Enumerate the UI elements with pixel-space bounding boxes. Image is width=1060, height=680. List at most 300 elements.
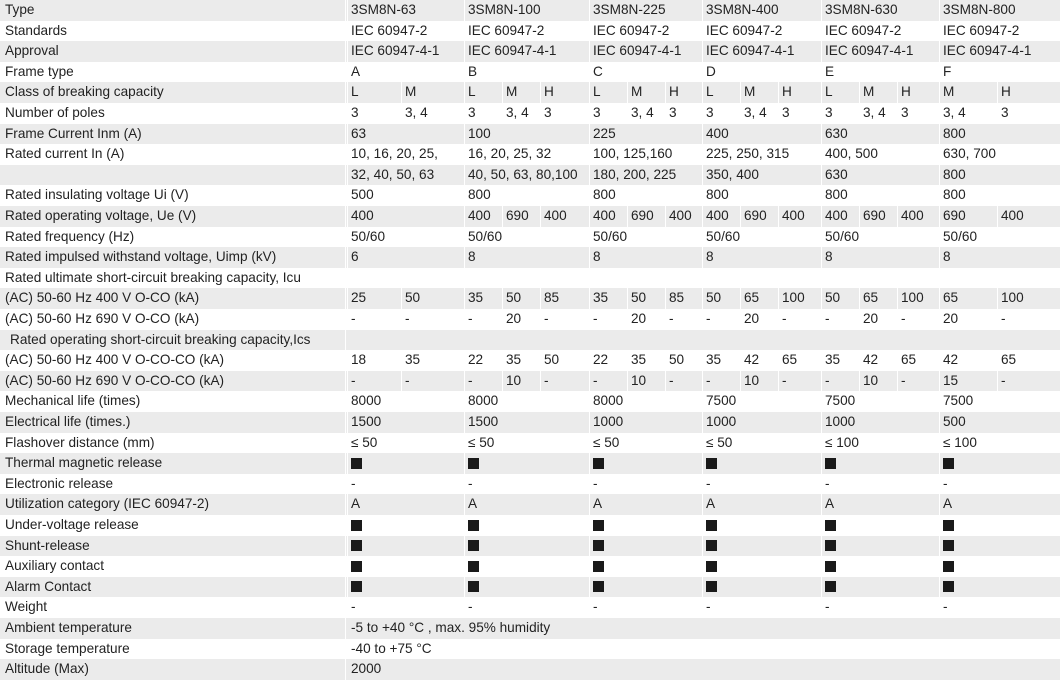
spec-value: 7500 — [943, 393, 974, 409]
column-divider — [345, 494, 346, 515]
type-label: Type — [5, 2, 35, 17]
row-label: Rated frequency (Hz) — [5, 228, 135, 244]
feature-available-icon — [706, 581, 717, 592]
feature-available-icon — [825, 561, 836, 572]
spec-value: 800 — [468, 187, 491, 203]
model-name: 3SM8N-800 — [943, 2, 1016, 17]
column-divider — [347, 536, 348, 557]
column-divider — [821, 515, 822, 536]
spec-value: 8 — [468, 249, 476, 265]
spec-value: - — [901, 311, 906, 326]
column-divider — [347, 62, 348, 83]
column-divider — [821, 577, 822, 598]
spec-value: IEC 60947-4-1 — [351, 43, 440, 59]
column-divider — [347, 82, 348, 103]
spec-value: 3, 4 — [405, 105, 428, 120]
spec-value: 65 — [943, 290, 959, 306]
spec-value: - — [782, 311, 787, 326]
column-divider — [821, 453, 822, 474]
spec-value: 15 — [943, 372, 959, 388]
spec-value: - — [825, 599, 830, 615]
spec-value: 20 — [631, 311, 647, 326]
spec-value: 3 — [901, 105, 909, 120]
column-divider — [347, 41, 348, 62]
column-divider — [347, 144, 348, 165]
spec-value: 800 — [943, 187, 966, 203]
spec-value: 1000 — [825, 414, 856, 429]
spec-value: - — [706, 599, 711, 615]
feature-available-icon — [943, 458, 954, 469]
spec-value: 690 — [744, 208, 767, 223]
spec-value: 225 — [593, 125, 616, 141]
column-divider — [345, 206, 346, 227]
spec-value: ≤ 100 — [825, 434, 859, 450]
column-divider — [345, 41, 346, 62]
feature-available-icon — [825, 458, 836, 469]
column-divider — [345, 639, 346, 660]
spec-value: M — [506, 84, 518, 100]
spec-value: 50 — [631, 290, 647, 306]
spec-value: H — [901, 84, 911, 100]
spec-value: 400 — [351, 208, 374, 223]
column-divider — [589, 556, 590, 577]
spec-value: 3 — [544, 105, 552, 120]
feature-available-icon — [706, 540, 717, 551]
feature-available-icon — [593, 458, 604, 469]
model-name: 3SM8N-225 — [593, 2, 666, 17]
spec-value: 400, 500 — [825, 146, 878, 162]
spec-value: 16, 20, 25, 32 — [468, 146, 552, 162]
column-divider — [347, 453, 348, 474]
spec-value: 50 — [405, 290, 421, 306]
spec-value: 3 — [351, 105, 359, 120]
spec-value: - — [544, 372, 549, 388]
column-divider — [464, 515, 465, 536]
spec-value: B — [468, 63, 478, 79]
feature-available-icon — [468, 458, 479, 469]
spec-value: - — [943, 599, 948, 615]
column-divider — [345, 618, 346, 639]
feature-available-icon — [593, 520, 604, 531]
row-label: Frame type — [5, 63, 74, 79]
column-divider — [347, 515, 348, 536]
feature-available-icon — [943, 561, 954, 572]
spec-value: 180, 200, 225 — [593, 166, 677, 182]
spec-value: 500 — [943, 414, 966, 429]
column-divider — [345, 474, 346, 495]
spec-value: 400 — [782, 208, 805, 223]
feature-available-icon — [825, 581, 836, 592]
spec-value: H — [782, 84, 792, 100]
column-divider — [464, 536, 465, 557]
row-label: Altitude (Max) — [5, 661, 89, 677]
spec-value: - — [468, 311, 473, 326]
spec-value: L — [468, 84, 476, 100]
column-divider — [345, 515, 346, 536]
model-name: 3SM8N-630 — [825, 2, 898, 17]
spec-value: 85 — [544, 290, 560, 306]
row-label — [5, 165, 345, 185]
spec-value: 35 — [468, 290, 484, 306]
spec-value: 50/60 — [706, 228, 741, 244]
spec-value: 3 — [1001, 105, 1009, 120]
spec-value: 50/60 — [825, 228, 860, 244]
spec-value: 3, 4 — [631, 105, 654, 120]
spec-value: E — [825, 63, 835, 79]
spec-value: M — [863, 84, 875, 100]
spec-value: 50 — [669, 352, 685, 368]
column-divider — [589, 536, 590, 557]
spec-value: 630, 700 — [943, 146, 996, 162]
feature-available-icon — [351, 458, 362, 469]
spec-value: 630 — [825, 166, 848, 182]
spec-value: IEC 60947-2 — [593, 22, 670, 38]
column-divider — [821, 536, 822, 557]
spec-value: 3 — [593, 105, 601, 120]
row-label: Alarm Contact — [5, 578, 92, 594]
column-divider — [347, 0, 348, 21]
spec-value: L — [825, 84, 833, 100]
column-divider — [345, 536, 346, 557]
column-divider — [347, 124, 348, 145]
spec-value: M — [405, 84, 417, 100]
spec-value: - — [544, 311, 549, 326]
spec-value: L — [593, 84, 601, 100]
spec-value: 400 — [706, 125, 729, 141]
section-heading: Rated ultimate short-circuit breaking capacity, Icu — [5, 269, 301, 285]
spec-value: 500 — [351, 187, 374, 203]
spec-value: 8000 — [468, 393, 499, 409]
row-label: (AC) 50-60 Hz 690 V O-CO-CO (kA) — [5, 372, 225, 388]
row-label: Utilization category (IEC 60947-2) — [5, 496, 209, 512]
spec-value: 400 — [825, 208, 848, 223]
row-label: Flashover distance (mm) — [5, 434, 155, 450]
spec-value: 690 — [631, 208, 654, 223]
column-divider — [702, 577, 703, 598]
spec-value: 3, 4 — [863, 105, 886, 120]
column-divider — [347, 412, 348, 433]
spec-value: A — [706, 496, 716, 512]
spec-value: 10 — [744, 372, 760, 388]
spec-value: H — [1001, 84, 1011, 100]
column-divider — [464, 453, 465, 474]
feature-available-icon — [593, 581, 604, 592]
column-divider — [345, 62, 346, 83]
column-divider — [345, 659, 346, 680]
spec-value: IEC 60947-4-1 — [825, 43, 914, 59]
column-divider — [345, 144, 346, 165]
spec-value: 800 — [943, 125, 966, 141]
spec-value: M — [744, 84, 756, 100]
feature-available-icon — [351, 540, 362, 551]
spec-value: - — [669, 311, 674, 326]
spec-value: - — [1001, 372, 1006, 388]
spec-value: - — [593, 372, 598, 388]
spec-value: IEC 60947-4-1 — [593, 43, 682, 59]
spec-value: 65 — [782, 352, 798, 368]
spec-value: L — [706, 84, 714, 100]
spec-value: 40, 50, 63, 80,100 — [468, 166, 578, 182]
row-label: Electronic release — [5, 475, 114, 491]
spec-value: 50 — [825, 290, 841, 306]
column-divider — [347, 597, 348, 618]
spec-value: IEC 60947-2 — [468, 22, 545, 38]
column-divider — [345, 185, 346, 206]
spec-value: - — [1001, 311, 1006, 326]
spec-value: 7500 — [825, 393, 856, 409]
spec-value: A — [351, 63, 361, 79]
spec-value: - — [706, 475, 711, 491]
row-label: Class of breaking capacity — [5, 84, 164, 100]
spec-value: 50 — [706, 290, 722, 306]
feature-available-icon — [943, 540, 954, 551]
feature-available-icon — [825, 540, 836, 551]
spec-value: A — [943, 496, 953, 512]
spec-value: M — [943, 84, 955, 100]
feature-available-icon — [468, 540, 479, 551]
column-divider — [345, 82, 346, 103]
spec-value: 50 — [544, 352, 560, 368]
spec-value: IEC 60947-2 — [825, 22, 902, 38]
spec-value: 42 — [863, 352, 879, 368]
spec-value: 10 — [863, 372, 879, 388]
spec-value: 1500 — [351, 414, 382, 429]
spec-value: 100, 125,160 — [593, 146, 673, 162]
column-divider — [345, 412, 346, 433]
span-value: -40 to +75 °C — [351, 640, 432, 656]
column-divider — [464, 577, 465, 598]
spec-value: - — [351, 599, 356, 615]
feature-available-icon — [593, 540, 604, 551]
column-divider — [345, 103, 346, 124]
spec-value: 35 — [631, 352, 647, 368]
spec-value: 6 — [351, 249, 359, 265]
spec-value: 100 — [901, 290, 924, 306]
spec-value: - — [468, 475, 473, 491]
column-divider — [702, 556, 703, 577]
spec-value: 10, 16, 20, 25, — [351, 146, 438, 162]
spec-value: A — [593, 496, 603, 512]
feature-available-icon — [351, 520, 362, 531]
spec-value: 35 — [706, 352, 722, 368]
spec-value: ≤ 50 — [706, 434, 733, 450]
column-divider — [345, 165, 346, 186]
spec-value: C — [593, 63, 603, 79]
spec-value: 1000 — [593, 414, 624, 429]
column-divider — [347, 206, 348, 227]
column-divider — [347, 21, 348, 42]
column-divider — [347, 185, 348, 206]
feature-available-icon — [468, 581, 479, 592]
column-divider — [702, 515, 703, 536]
row-label: Rated insulating voltage Ui (V) — [5, 187, 189, 203]
spec-value: 400 — [544, 208, 567, 223]
column-divider — [345, 21, 346, 42]
column-divider — [345, 577, 346, 598]
column-divider — [347, 288, 348, 309]
spec-value: IEC 60947-2 — [706, 22, 783, 38]
spec-value: - — [593, 599, 598, 615]
column-divider — [939, 453, 940, 474]
spec-value: 8 — [706, 249, 714, 265]
spec-value: 400 — [593, 208, 616, 223]
column-divider — [347, 556, 348, 577]
spec-value: IEC 60947-4-1 — [943, 43, 1032, 59]
spec-value: 8 — [943, 249, 951, 265]
row-label: Rated operating voltage, Ue (V) — [5, 208, 197, 223]
spec-value: A — [825, 496, 835, 512]
spec-value: M — [631, 84, 643, 100]
spec-value: - — [593, 475, 598, 491]
column-divider — [939, 515, 940, 536]
spec-value: 20 — [744, 311, 760, 326]
spec-value: 800 — [943, 166, 966, 182]
feature-available-icon — [468, 520, 479, 531]
spec-value: F — [943, 63, 952, 79]
spec-value: 65 — [1001, 352, 1017, 368]
spec-value: H — [544, 84, 554, 100]
spec-value: - — [669, 372, 674, 388]
column-divider — [347, 247, 348, 268]
spec-value: 35 — [593, 290, 609, 306]
row-label: Electrical life (times.) — [5, 414, 131, 429]
spec-value: 63 — [351, 125, 367, 141]
spec-value: L — [351, 84, 359, 100]
feature-available-icon — [706, 561, 717, 572]
spec-value: 3, 4 — [943, 105, 966, 120]
spec-value: 400 — [468, 208, 491, 223]
spec-value: - — [825, 311, 830, 326]
spec-value: 50/60 — [593, 228, 628, 244]
span-value: 2000 — [351, 661, 382, 677]
spec-value: 8000 — [351, 393, 382, 409]
column-divider — [345, 371, 346, 392]
spec-value: - — [706, 372, 711, 388]
spec-value: 7500 — [706, 393, 737, 409]
model-name: 3SM8N-400 — [706, 2, 779, 17]
spec-value: 800 — [593, 187, 616, 203]
spec-value: 1500 — [468, 414, 499, 429]
row-label: Ambient temperature — [5, 620, 132, 635]
feature-available-icon — [468, 561, 479, 572]
spec-value: 22 — [468, 352, 484, 368]
feature-available-icon — [706, 458, 717, 469]
spec-value: 630 — [825, 125, 848, 141]
spec-value: 100 — [782, 290, 805, 306]
spec-value: 65 — [901, 352, 917, 368]
spec-value: ≤ 50 — [351, 434, 378, 450]
spec-value: 35 — [825, 352, 841, 368]
spec-value: 100 — [1001, 290, 1024, 306]
column-divider — [702, 453, 703, 474]
column-divider — [345, 309, 346, 330]
spec-value: 65 — [863, 290, 879, 306]
column-divider — [347, 474, 348, 495]
spec-value: 690 — [943, 208, 966, 223]
column-divider — [347, 227, 348, 248]
spec-value: 3 — [669, 105, 677, 120]
spec-value: 50/60 — [943, 228, 978, 244]
column-divider — [345, 288, 346, 309]
column-divider — [347, 103, 348, 124]
column-divider — [345, 350, 346, 371]
spec-value: - — [468, 372, 473, 388]
spec-value: 3 — [706, 105, 714, 120]
row-label: Approval — [5, 43, 59, 59]
column-divider — [702, 536, 703, 557]
spec-value: 3, 4 — [506, 105, 529, 120]
spec-value: 65 — [744, 290, 760, 306]
row-label: Number of poles — [5, 105, 105, 120]
model-name: 3SM8N-63 — [351, 2, 416, 17]
spec-value: - — [825, 372, 830, 388]
row-label: Auxiliary contact — [5, 558, 104, 574]
feature-available-icon — [351, 561, 362, 572]
spec-value: 42 — [744, 352, 760, 368]
spec-value: 35 — [405, 352, 421, 368]
column-divider — [345, 247, 346, 268]
row-label: Rated impulsed withstand voltage, Uimp (kV) — [5, 249, 277, 265]
column-divider — [347, 494, 348, 515]
spec-value: 8 — [593, 249, 601, 265]
row-label: Storage temperature — [5, 640, 130, 656]
column-divider — [347, 350, 348, 371]
column-divider — [347, 165, 348, 186]
feature-available-icon — [351, 581, 362, 592]
spec-value: 400 — [669, 208, 692, 223]
spec-value: - — [825, 475, 830, 491]
feature-available-icon — [943, 520, 954, 531]
spec-value: - — [782, 372, 787, 388]
spec-value: 690 — [863, 208, 886, 223]
column-divider — [345, 597, 346, 618]
spec-value: 42 — [943, 352, 959, 368]
column-divider — [589, 515, 590, 536]
spec-value: 50/60 — [468, 228, 503, 244]
spec-value: 400 — [901, 208, 924, 223]
spec-value: ≤ 50 — [468, 434, 495, 450]
column-divider — [347, 433, 348, 454]
column-divider — [939, 556, 940, 577]
feature-available-icon — [706, 520, 717, 531]
spec-value: - — [405, 372, 410, 388]
spec-value: - — [593, 311, 598, 326]
row-label: Rated current In (A) — [5, 146, 125, 162]
spec-value: 25 — [351, 290, 367, 306]
spec-value: 22 — [593, 352, 609, 368]
spec-value: 35 — [506, 352, 522, 368]
spec-value: 3 — [825, 105, 833, 120]
row-label: Frame Current Inm (A) — [5, 125, 142, 141]
feature-available-icon — [593, 561, 604, 572]
spec-value: 8 — [825, 249, 833, 265]
section-heading: Rated operating short-circuit breaking capacity,Ics — [10, 331, 311, 347]
spec-value: 18 — [351, 352, 367, 368]
spec-value: 100 — [468, 125, 491, 141]
spec-value: A — [468, 496, 478, 512]
spec-value: IEC 60947-4-1 — [706, 43, 795, 59]
column-divider — [347, 391, 348, 412]
spec-value: 800 — [825, 187, 848, 203]
row-label: Under-voltage release — [5, 517, 139, 532]
spec-value: 8000 — [593, 393, 624, 409]
row-label: Weight — [5, 599, 48, 615]
column-divider — [345, 0, 346, 21]
spec-value: 85 — [669, 290, 685, 306]
column-divider — [345, 391, 346, 412]
spec-value: - — [351, 475, 356, 491]
spec-value: 800 — [706, 187, 729, 203]
